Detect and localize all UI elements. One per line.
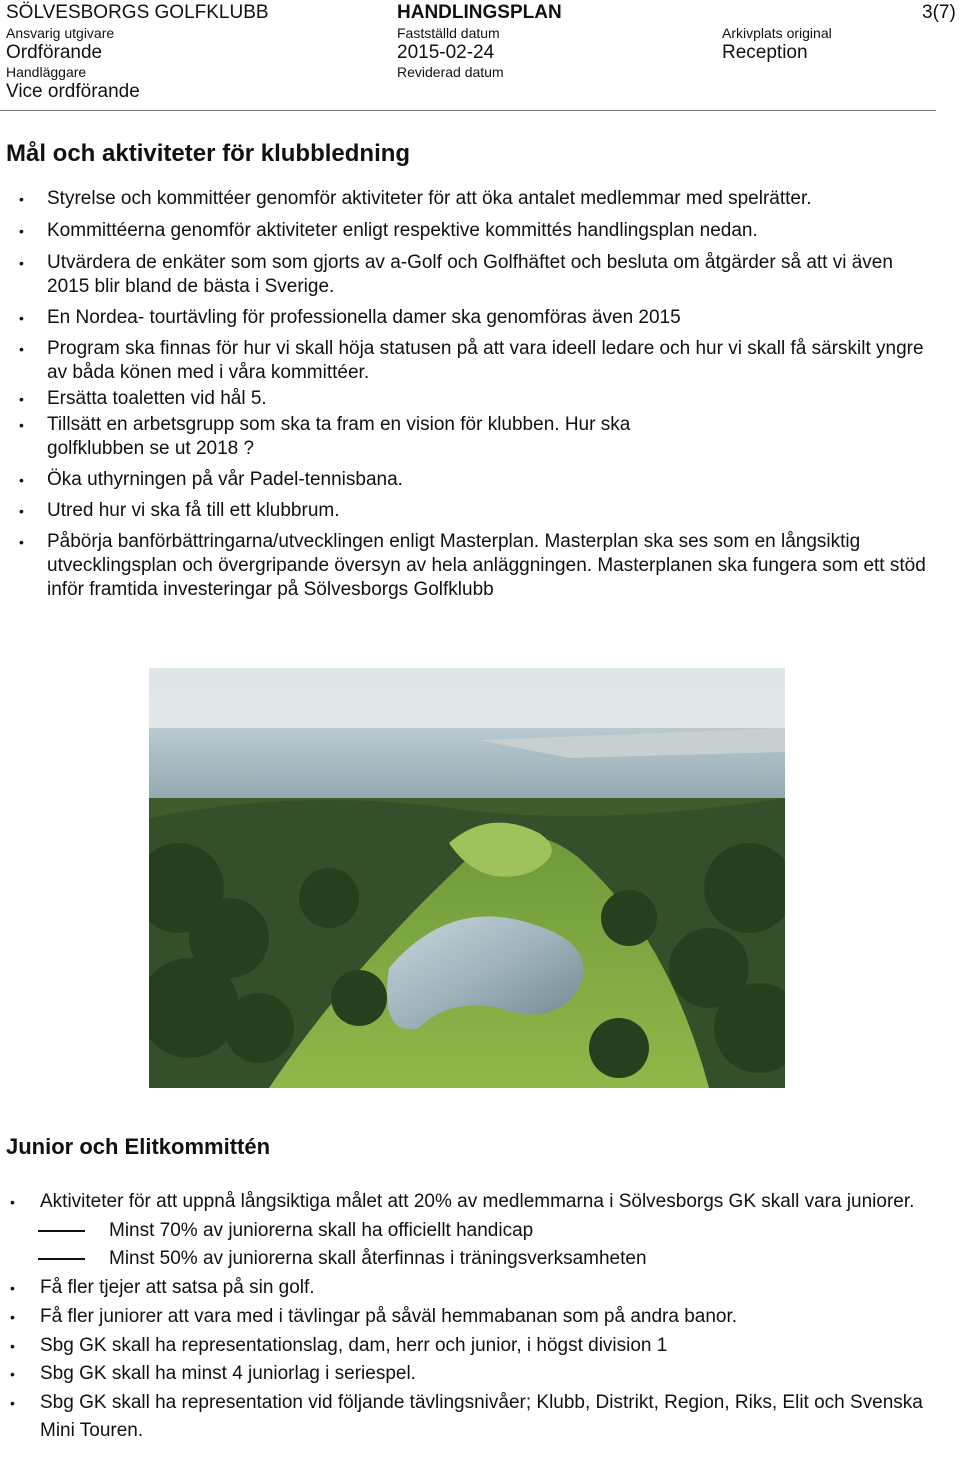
dash-icon [38, 1258, 85, 1260]
sub-list-item: Minst 70% av juniorerna skall ha officiellt handicap [40, 1217, 940, 1246]
established-label: Fastställd datum [397, 25, 500, 41]
org-name: SÖLVESBORGS GOLFKLUBB [6, 2, 269, 23]
bullet-icon: • [19, 503, 24, 519]
bullet-icon: • [10, 1308, 15, 1325]
bullet-icon: • [19, 223, 24, 239]
doc-title: HANDLINGSPLAN [397, 2, 562, 23]
bullet-icon: • [10, 1337, 15, 1354]
bullet-icon: • [19, 255, 24, 271]
list-item: • Sbg GK skall ha representation vid följande tävlingsnivåer; Klubb, Distrikt, Region, Riks, Elit och Svenska Mini Touren. [40, 1389, 940, 1445]
archive-value: Reception [722, 42, 808, 63]
section-heading-junior: Junior och Elitkommittén [6, 1134, 271, 1159]
document-header [0, 0, 960, 112]
handler-label: Handläggare [6, 64, 87, 80]
list-item: • Tillsätt en arbetsgrupp som ska ta fram en vision för klubben. Hur ska golfklubben se ut 2018 ? [19, 414, 631, 459]
bullet-icon: • [10, 1395, 15, 1412]
klubbledning-list [19, 187, 937, 602]
handler-value: Vice ordförande [6, 81, 140, 102]
sub-list-item: Minst 50% av juniorerna skall återfinnas i träningsverksamheten [40, 1245, 940, 1274]
bullet-icon: • [19, 417, 24, 433]
header-divider [0, 110, 936, 111]
publisher-label: Ansvarig utgivare [6, 25, 115, 41]
bullet-icon: • [19, 341, 24, 357]
page-number: 3(7) [922, 2, 956, 23]
list-item: • Sbg GK skall ha minst 4 juniorlag i seriespel. [40, 1360, 940, 1389]
bullet-icon: • [19, 191, 24, 207]
list-item: • Sbg GK skall ha representationslag, dam, herr och junior, i högst division 1 [40, 1332, 940, 1361]
publisher-value: Ordförande [6, 42, 103, 63]
list-item: • Ersätta toaletten vid hål 5. [19, 388, 267, 409]
junior-list [10, 1188, 940, 1445]
list-item: • Kommittéerna genomför aktiviteter enligt respektive kommittés handlingsplan nedan. [19, 220, 758, 241]
bullet-icon: • [19, 391, 24, 407]
list-item: • Utvärdera de enkäter som som gjorts av a-Golf och Golfhäftet och besluta om åtgärder så att vi även 2015 blir bland de bästa i Sverige. [19, 252, 893, 297]
list-item: • Styrelse och kommittéer genomför aktiviteter för att öka antalet medlemmar med spelrätter. [19, 188, 812, 209]
list-item: • Aktiviteter för att uppnå långsiktiga målet att 20% av medlemmarna i Sölvesborgs GK skall vara juniorer. [40, 1188, 940, 1217]
bullet-icon: • [10, 1194, 15, 1210]
established-value: 2015-02-24 [397, 42, 495, 63]
bullet-icon: • [19, 534, 24, 550]
section-heading-klubbledning: Mål och aktiviteter för klubbledning [6, 140, 411, 167]
bullet-icon: • [10, 1280, 15, 1297]
bullet-icon: • [10, 1366, 15, 1383]
list-item: • Få fler juniorer att vara med i tävlingar på såväl hemmabanan som på andra banor. [40, 1303, 940, 1332]
bullet-icon: • [19, 472, 24, 488]
golf-course-photo [149, 668, 785, 1088]
list-item: • Påbörja banförbättringarna/utvecklingen enligt Masterplan. Masterplan ska ses som en långsiktig utvecklingsplan och övergripande översyn av hela anläggningen. Masterplanen ska fungera som ett stöd inför framtida investeringar på Sölvesborgs Golfklubb [19, 531, 926, 600]
archive-label: Arkivplats original [722, 25, 832, 41]
list-item: • Utred hur vi ska få till ett klubbrum. [19, 500, 340, 521]
list-item: • Öka uthyrningen på vår Padel-tennisbana. [19, 469, 403, 490]
dash-icon [38, 1230, 85, 1232]
list-item: • En Nordea- tourtävling för professionella damer ska genomföras även 2015 [19, 307, 681, 328]
bullet-icon: • [19, 310, 24, 326]
list-item: • Få fler tjejer att satsa på sin golf. [40, 1274, 940, 1303]
list-item: • Program ska finnas för hur vi skall höja statusen på att vara ideell ledare och hur vi skall få särskilt yngre av båda könen med i våra kommittéer. [19, 338, 924, 383]
revised-label: Reviderad datum [397, 64, 504, 80]
